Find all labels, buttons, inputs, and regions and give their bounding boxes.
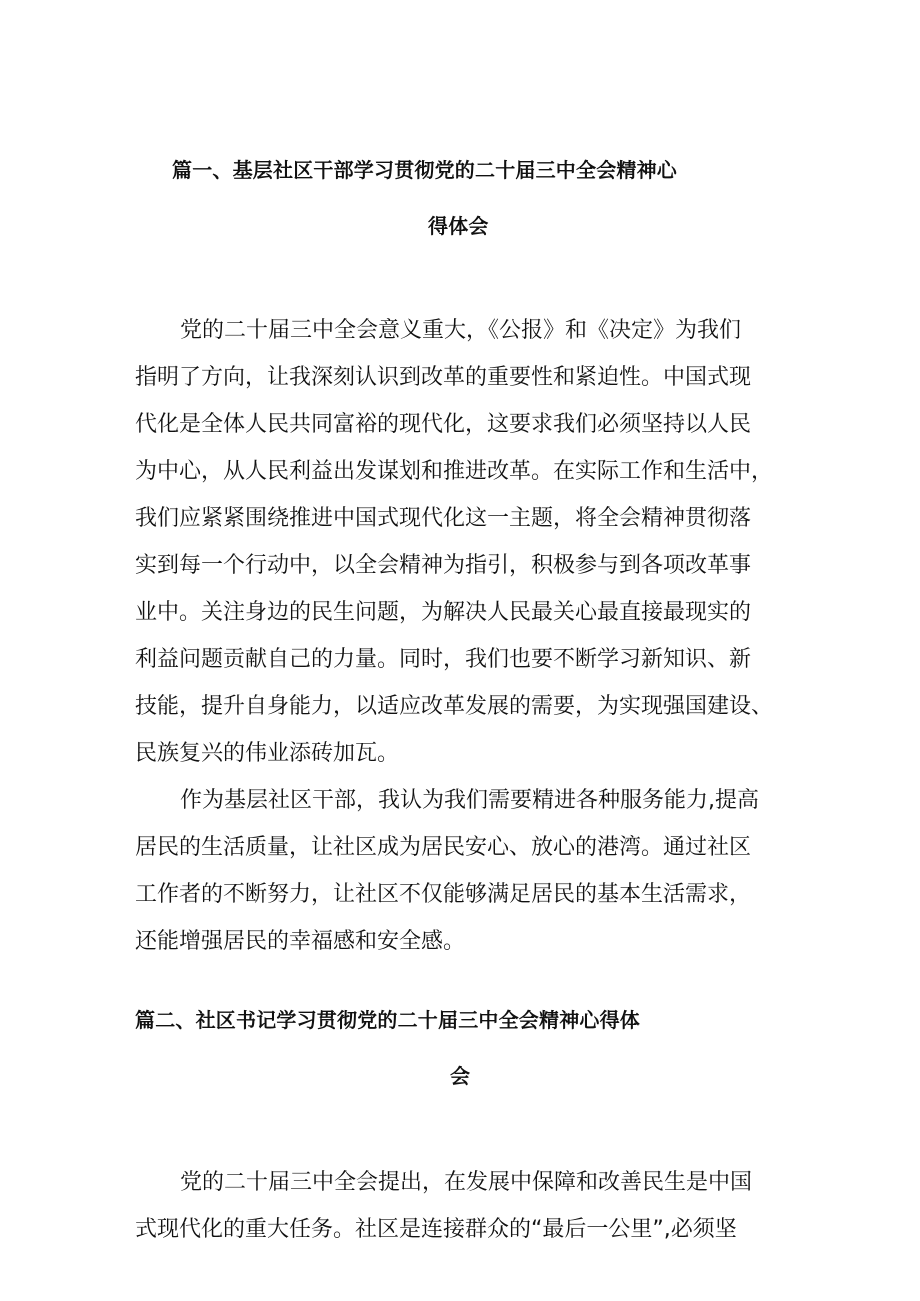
section-2-title-line-2: 会 [450,1064,471,1088]
section-1-paragraph-1-line: 代化是全体人民共同富裕的现代化，这要求我们必须坚持以人民 [135,412,752,437]
section-1-paragraph-1-line: 民族复兴的伟业添砖加瓦。 [135,741,400,766]
section-1-paragraph-1-line: 业中。关注身边的民生问题，为解决人民最关心最直接最现实的 [135,600,752,625]
section-1-paragraph-1-line: 为中心，从人民利益出发谋划和推进改革。在实际工作和生活中， [135,459,774,484]
section-1-title-line-2: 得体会 [428,214,489,238]
section-2-paragraph-1-line: 式现代化的重大任务。社区是连接群众的“最后一公里”,必须坚 [135,1217,737,1242]
section-1-paragraph-2-line: 作为基层社区干部，我认为我们需要精进各种服务能力,提高 [180,788,759,813]
section-1-paragraph-1-line: 党的二十届三中全会意义重大，《公报》和《决定》为我们 [180,318,742,343]
section-1-paragraph-2-line: 工作者的不断努力，让社区不仅能够满足居民的基本生活需求， [135,882,752,907]
section-1-paragraph-1-line: 技能，提升自身能力，以适应改革发展的需要，为实现强国建设、 [135,694,774,719]
section-1-paragraph-1-line: 利益问题贡献自己的力量。同时，我们也要不断学习新知识、新 [135,647,752,672]
section-1-paragraph-2-line: 还能增强居民的幸福感和安全感。 [135,929,466,954]
section-1-paragraph-1-line: 指明了方向，让我深刻认识到改革的重要性和紧迫性。中国式现 [135,365,752,390]
section-1-paragraph-1-line: 我们应紧紧围绕推进中国式现代化这一主题，将全会精神贯彻落 [135,506,752,531]
section-1-paragraph-2-line: 居民的生活质量，让社区成为居民安心、放心的港湾。通过社区 [135,835,752,860]
section-2-title-line-1: 篇二、社区书记学习贯彻党的二十届三中全会精神心得体 [135,1008,640,1032]
section-2-paragraph-1-line: 党的二十届三中全会提出，在发展中保障和改善民生是中国 [180,1170,753,1195]
section-1-title-line-1: 篇一、基层社区干部学习贯彻党的二十届三中全会精神心 [172,158,677,182]
section-1-paragraph-1-line: 实到每一个行动中，以全会精神为指引，积极参与到各项改革事 [135,553,752,578]
